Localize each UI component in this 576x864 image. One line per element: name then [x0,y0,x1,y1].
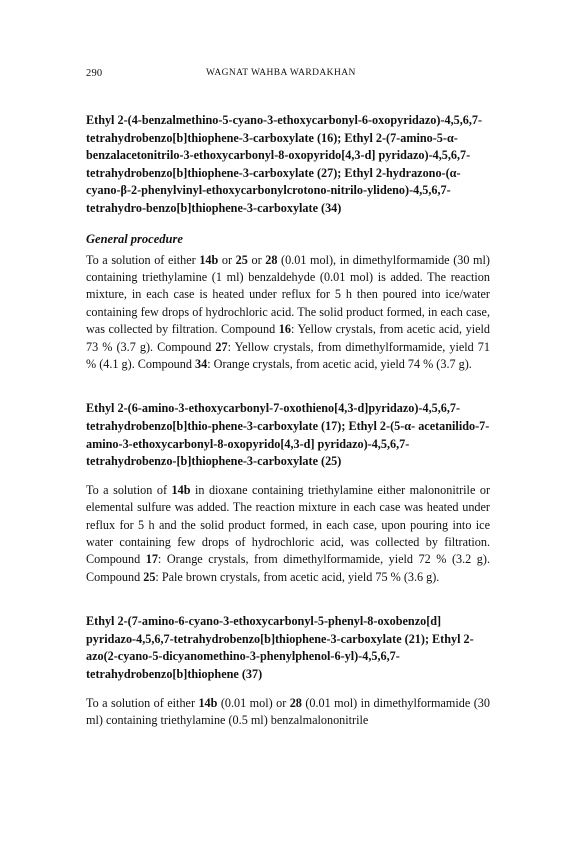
compound-number: 34 [195,357,208,371]
compound-number: 28 [289,695,302,710]
compound-number: 16 [278,322,291,337]
paper-page [86,68,490,729]
page-number: 290 [86,68,103,79]
general-procedure-heading: General procedure [86,231,183,246]
running-head [86,68,490,82]
compound-number: 14b [199,252,219,267]
compound-number: 25 [235,252,248,267]
compound-heading-3: Ethyl 2-(7-amino-6-cyano-3-ethoxycarbonyl-5-phenyl-8-oxobenzo[d] pyridazo-4,5,6,7-tetrahydrobenzo[b]thiophene-3-carboxylate (21); Ethyl 2-azo(2-cyano-5-dicyanomethino-3-phenylphenol-6-yl)-4,5,6,7-tetrahydrobenzo[b]thiophene (37) [86,614,474,681]
procedure-paragraph-2: To a solution of 14b in dioxane containing triethylamine either malononitrile or elemental sulfure was added. The reaction mixture in each case was heated under reflux for 5 h and the solid product formed, in each case, upon pouring into ice water containing few drops of hydrochloric acid, was collected by filtration. Compound 17: Orange crystals, from dimethylformamide, yield 72 % (3.2 g). Compound 25: Pale brown crystals, from acetic acid, yield 75 % (3.6 g). [86,482,491,584]
procedure-paragraph-3: To a solution of either 14b (0.01 mol) or 28 (0.01 mol) in dimethylformamide (30 ml) containing triethylamine (0.5 ml) benzalmalononitrile [86,695,490,727]
running-head-author: WAGNAT WAHBA WARDAKHAN [206,68,356,78]
compound-number: 28 [265,252,278,267]
compound-number: 25 [143,569,156,584]
compound-number: 14b [198,695,218,710]
compound-heading-1: Ethyl 2-(4-benzalmethino-5-cyano-3-ethoxycarbonyl-6-oxopyridazo)-4,5,6,7-tetrahydrobenzo[b]thiophene-3-carboxylate (16); Ethyl 2-(7-amino-5-α-benzalacetonitrilo-3-ethoxycarbonyl-8-oxopyrido[4,3-d] pyridazo)-4,5,6,7-tetrahydrobenzo[b]thiophene-3-carboxylate (27); Ethyl 2-hydrazono-(α-cyano-β-2-phenylvinyl-ethoxycarbonylcrotono-nitrilo-ylideno)-4,5,6,7-tetrahydro-benzo[b]thiophene-3-carboxylate (34) [86,113,483,215]
compound-number: 27 [215,339,228,354]
procedure-paragraph-1: To a solution of either 14b or 25 or 28 (0.01 mol), in dimethylformamide (30 ml) containing triethylamine (1 ml) benzaldehyde (0.01 mol) is added. The reaction mixture, in each case is heated under reflux for 5 h then poured into ice/water containing few drops of hydrochloric acid. The solid product formed, in each case, was collected by filtration. Compound 16: Yellow crystals, from acetic acid, yield 73 % (3.7 g). Compound 27: Yellow crystals, from dimethylformamide, yield 71 % (4.1 g). Compound 34: Orange crystals, from acetic acid, yield 74 % (3.7 g). [86,252,490,371]
compound-number: 14b [171,482,191,497]
compound-heading-2: Ethyl 2-(6-amino-3-ethoxycarbonyl-7-oxothieno[4,3-d]pyridazo)-4,5,6,7-tetrahydrobenzo[b]thio-phene-3-carboxylate (17); Ethyl 2-(5-α- acetanilido-7-amino-3-ethoxycarbonyl-8-oxopyrido[4,3-d] pyridazo)-4,5,6,7-tetrahydrobenzo-[b]thiophene-3-carboxylate (25) [86,401,490,469]
compound-number: 17 [145,552,158,567]
